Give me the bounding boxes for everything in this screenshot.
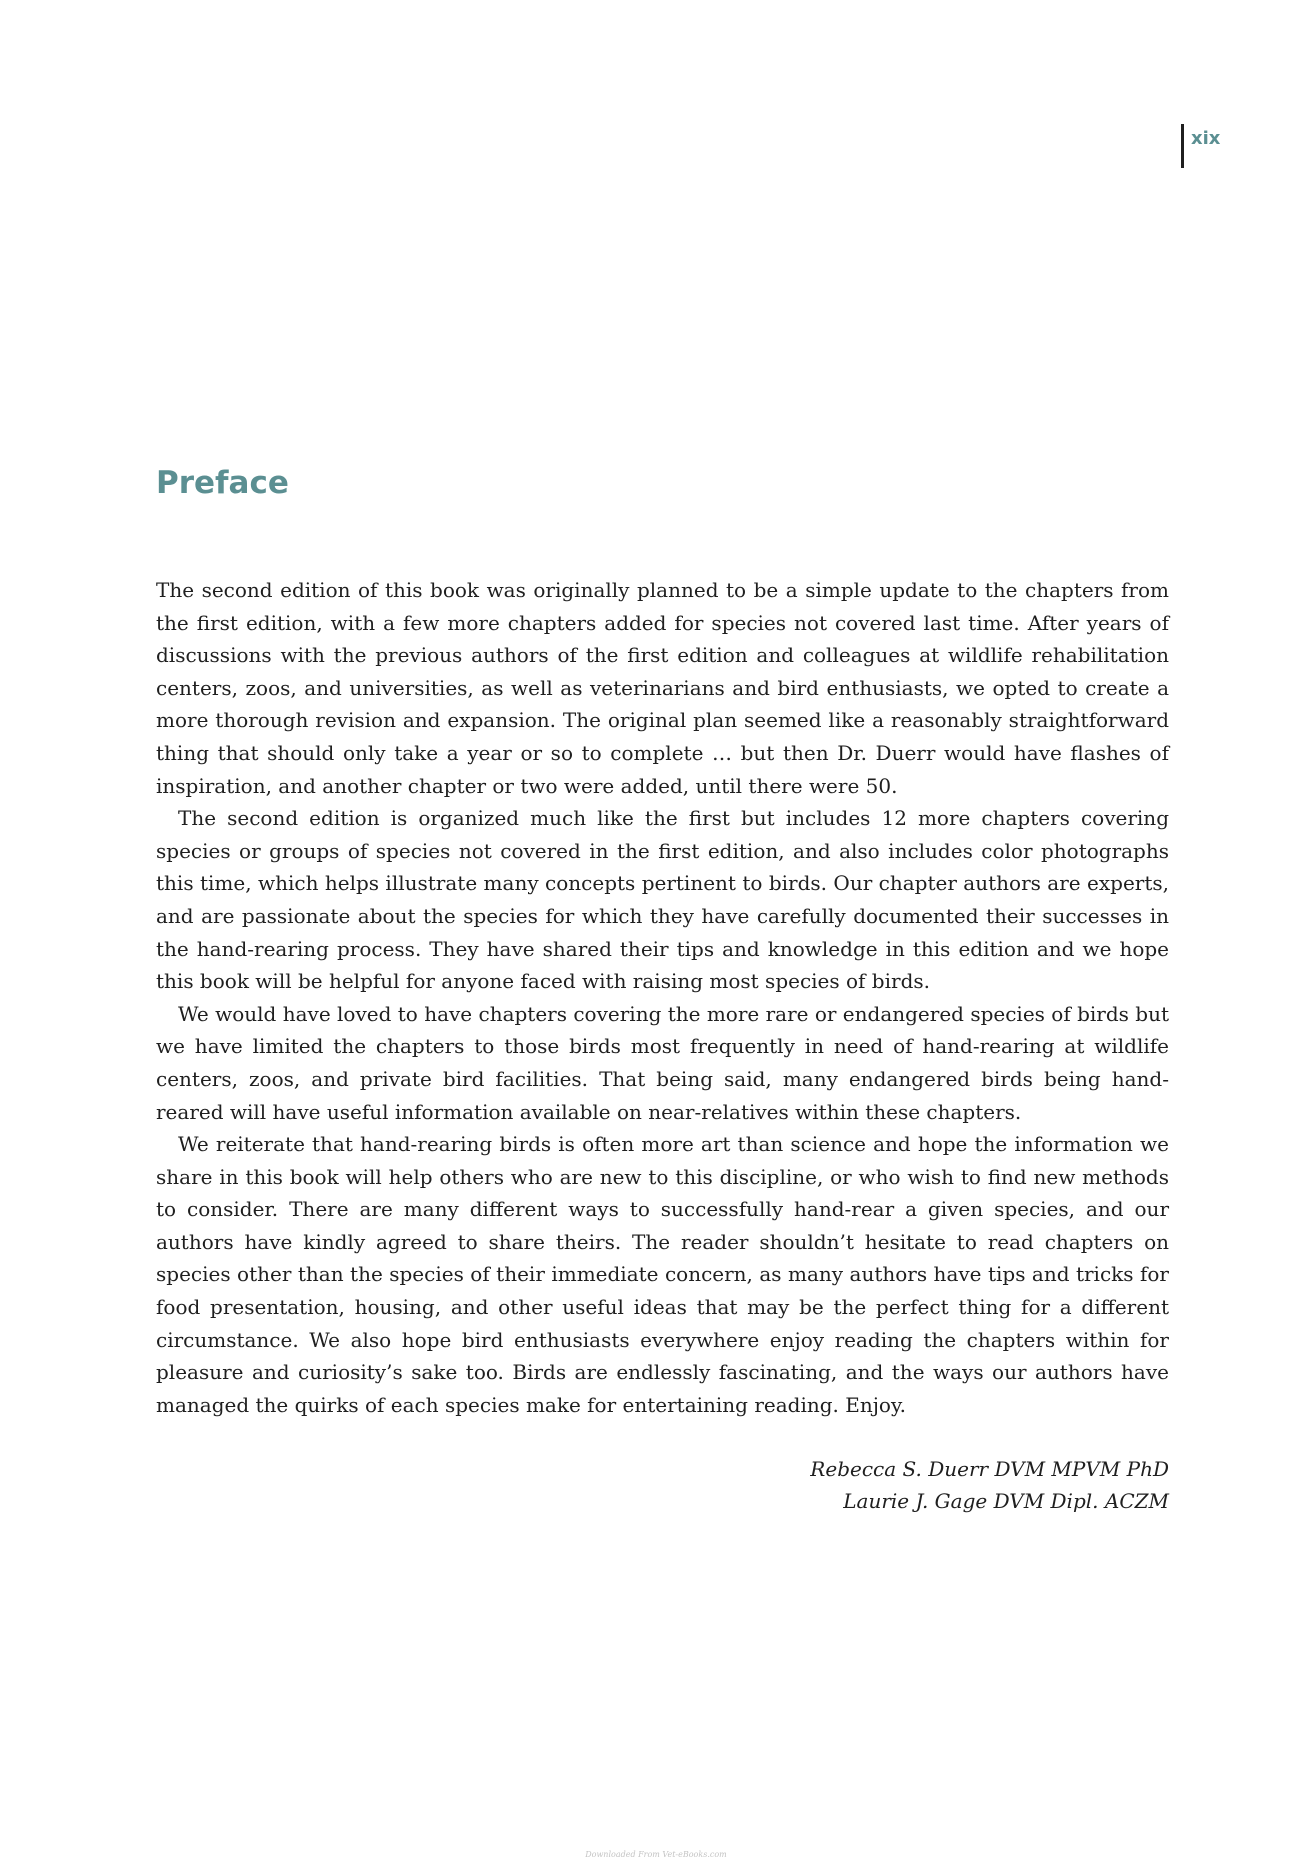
paragraph-1: The second edition of this book was originally planned to be a simple update to the chapters from the first edition, with a few more chapters added for species not covered last time. After years of discussions with the previous authors of the first edition and colleagues at wildlife rehabilitation centers, zoos, and universities, as well as veterinarians and bird enthusiasts, we opted to create a more thorough revision and expansion. The original plan seemed like a reasonably straightforward thing that should only take a year or so to complete … but then Dr. Duerr would have flashes of inspiration, and another chapter or two were added, until there were 50. <box>156 578 1169 798</box>
page-marker-rule <box>1181 124 1184 168</box>
download-watermark: Downloaded From Vet-eBooks.com <box>585 1850 727 1859</box>
page-title: Preface <box>156 465 289 501</box>
signature-author-1: Rebecca S. Duerr DVM MPVM PhD <box>810 1457 1169 1481</box>
paragraph-3: We would have loved to have chapters covering the more rare or endangered species of birds but we have limited the chapters to those birds most frequently in need of hand-rearing at wildlife centers, zoos, and private bird facilities. That being said, many endangered birds being hand-reared will have useful information available on near-relatives within these chapters. <box>156 1001 1169 1124</box>
author-signatures <box>810 1453 1169 1517</box>
paragraph-2: The second edition is organized much like the first but includes 12 more chapters covering species or groups of species not covered in the first edition, and also includes color photographs this time, which helps illustrate many concepts pertinent to birds. Our chapter authors are experts, and are passionate about the species for which they have carefully documented their successes in the hand-rearing process. They have shared their tips and knowledge in this edition and we hope this book will be helpful for anyone faced with raising most species of birds. <box>156 806 1169 994</box>
paragraph-4: We reiterate that hand-rearing birds is often more art than science and hope the information we share in this book will help others who are new to this discipline, or who wish to find new methods to consider. There are many different ways to successfully hand-rear a given species, and our authors have kindly agreed to share theirs. The reader shouldn’t hesitate to read chapters on species other than the species of their immediate concern, as many authors have tips and tricks for food presentation, housing, and other useful ideas that may be the perfect thing for a different circumstance. We also hope bird enthusiasts everywhere enjoy reading the chapters within for pleasure and curiosity’s sake too. Birds are endlessly fascinating, and the ways our authors have managed the quirks of each species make for entertaining reading. Enjoy. <box>156 1132 1169 1417</box>
page-number-marker <box>1181 124 1220 168</box>
preface-body <box>156 574 1169 1421</box>
page-number: xix <box>1191 128 1221 149</box>
signature-author-2: Laurie J. Gage DVM Dipl. ACZM <box>843 1489 1169 1513</box>
